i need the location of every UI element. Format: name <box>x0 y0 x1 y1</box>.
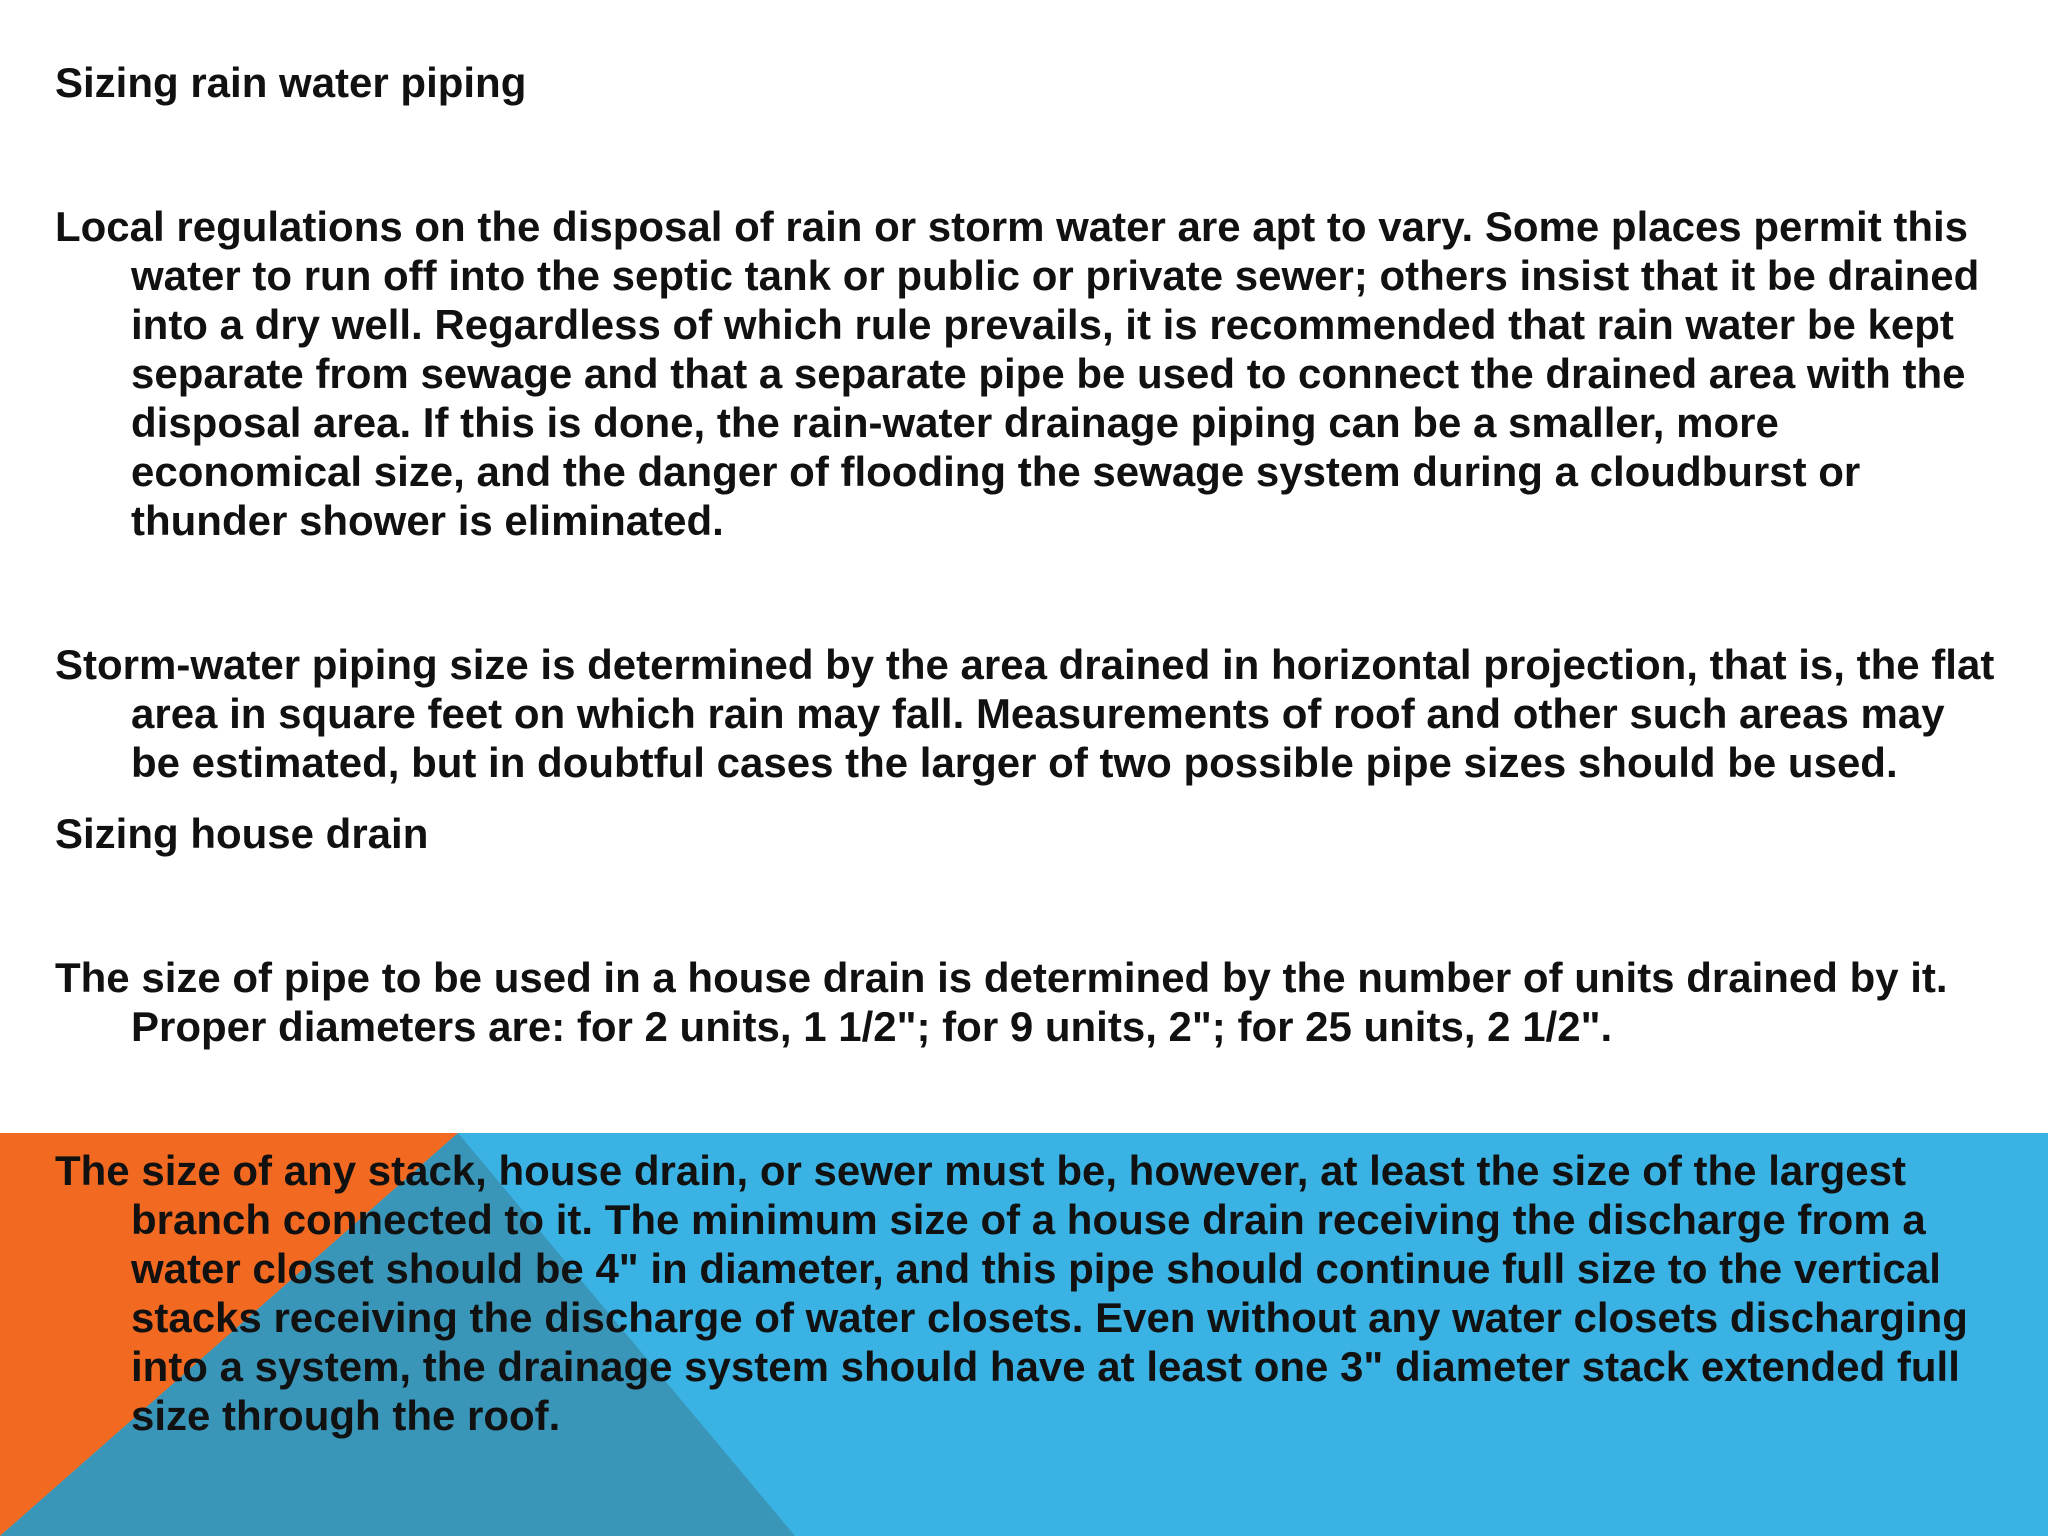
spacer <box>55 858 2005 953</box>
heading-sizing-rain-water-piping: Sizing rain water piping <box>55 59 527 106</box>
spacer <box>55 787 2005 809</box>
paragraph-local-regulations: Local regulations on the disposal of rain or storm water are apt to vary. Some places permit this water to run off into the septic tank or public or private sewer; others insist that it be drained into a dry well. Regardless of which rule prevails, it is recommended that rain water be kept separate from sewage and that a separate pipe be used to connect the drained area with the disposal area. If this is done, the rain-water drainage piping can be a smaller, more economical size, and the danger of flooding the sewage system during a cloudburst or thunder shower is eliminated. <box>55 203 1980 544</box>
paragraph-house-drain-size: The size of pipe to be used in a house drain is determined by the number of units drained by it. Proper diameters are: for 2 units, 1 1/2"; for 9 units, 2"; for 25 units, 2 1/2". <box>55 954 1948 1050</box>
slide-content <box>55 58 2005 1440</box>
heading-sizing-house-drain: Sizing house drain <box>55 810 429 857</box>
paragraph-stack-size: The size of any stack, house drain, or sewer must be, however, at least the size of the largest branch connected to it. The minimum size of a house drain receiving the discharge from a water closet should be 4" in diameter, and this pipe should continue full size to the vertical stacks receiving the discharge of water closets. Even without any water closets discharging into a system, the drainage system should have at least one 3" diameter stack extended full size through the roof. <box>55 1147 1968 1439</box>
spacer <box>55 1051 2005 1146</box>
paragraph-storm-water-piping: Storm-water piping size is determined by the area drained in horizontal projection, that is, the flat area in square feet on which rain may fall. Measurements of roof and other such areas may be estimated, but in doubtful cases the larger of two possible pipe sizes should be used. <box>55 641 1995 786</box>
spacer <box>55 545 2005 640</box>
spacer <box>55 107 2005 202</box>
